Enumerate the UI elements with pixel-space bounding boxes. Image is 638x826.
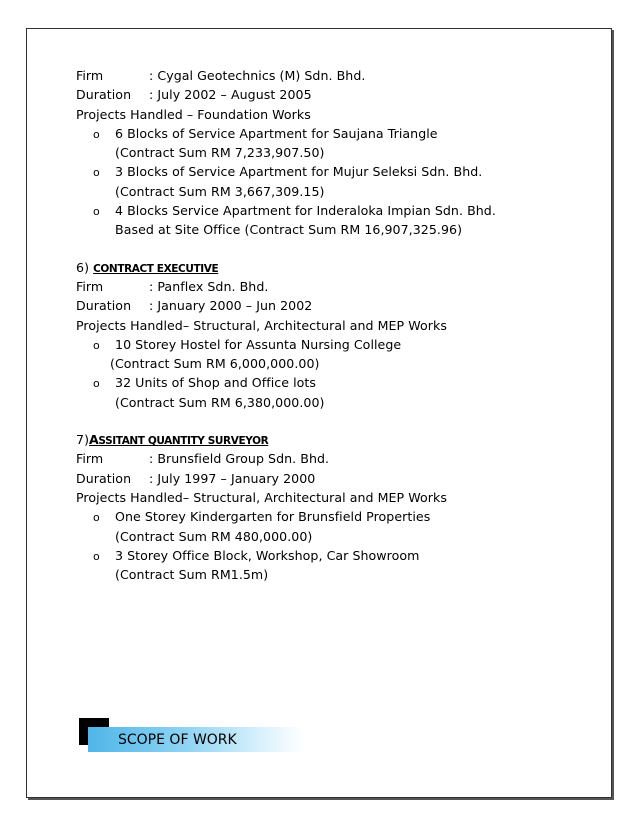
firm-value: : Brunsfield Group Sdn. Bhd.	[149, 451, 330, 467]
duration-row	[76, 85, 596, 104]
bullet-icon: o	[93, 377, 100, 391]
list-item	[76, 162, 596, 181]
firm-label: Firm	[76, 451, 104, 467]
section-title: CONTRACT EXECUTIVE	[93, 262, 219, 275]
contract-sum: (Contract Sum RM 480,000.00)	[115, 528, 313, 544]
project-name: 3 Blocks of Service Apartment for Mujur Seleksi Sdn. Bhd.	[115, 164, 483, 180]
contract-sum: (Contract Sum RM 3,667,309.15)	[115, 183, 325, 199]
contract-sum: (Contract Sum RM 6,000,000.00)	[110, 356, 320, 372]
bullet-icon: o	[93, 166, 100, 180]
contract-sum: (Contract Sum RM 6,380,000.00)	[115, 394, 325, 410]
bullet-icon: o	[93, 205, 100, 219]
section-title	[89, 432, 269, 448]
firm-row	[76, 66, 596, 85]
duration-value: : July 1997 – January 2000	[149, 470, 316, 486]
section-number: 7)	[76, 432, 90, 448]
project-name: 10 Storey Hostel for Assunta Nursing College	[115, 336, 402, 352]
duration-row	[76, 296, 596, 315]
project-name: 32 Units of Shop and Office lots	[115, 375, 317, 391]
section-title-rest: SSITANT QUANTITY SURVEYOR	[98, 435, 269, 448]
duration-label: Duration	[76, 470, 132, 486]
project-name: 4 Blocks Service Apartment for Inderaloka Impian Sdn. Bhd.	[115, 203, 496, 219]
firm-row	[76, 277, 596, 296]
duration-label: Duration	[76, 87, 132, 103]
bullet-icon: o	[93, 127, 100, 141]
contract-sum: (Contract Sum RM1.5m)	[115, 567, 269, 583]
duration-label: Duration	[76, 298, 132, 314]
firm-label: Firm	[76, 68, 104, 83]
bullet-icon: o	[93, 511, 100, 525]
duration-value: : January 2000 – Jun 2002	[149, 298, 313, 314]
footer-label: SCOPE OF WORK	[118, 732, 237, 748]
firm-row	[76, 449, 596, 468]
project-name: 6 Blocks of Service Apartment for Saujana Triangle	[115, 125, 438, 141]
section-number: 6)	[76, 259, 90, 275]
projects-handled: Projects Handled – Foundation Works	[76, 106, 311, 122]
list-item	[76, 373, 596, 392]
firm-value: : Cygal Geotechnics (M) Sdn. Bhd.	[149, 68, 366, 83]
project-name: 3 Storey Office Block, Workshop, Car Showroom	[115, 547, 420, 563]
section-heading	[76, 430, 596, 449]
resume-content	[76, 66, 596, 584]
projects-handled: Projects Handled– Structural, Architectural and MEP Works	[76, 489, 447, 505]
list-item	[76, 201, 596, 220]
bullet-icon: o	[93, 549, 100, 563]
list-item	[76, 124, 596, 143]
projects-handled: Projects Handled– Structural, Architectural and MEP Works	[76, 317, 447, 333]
list-item	[76, 507, 596, 526]
firm-value: : Panflex Sdn. Bhd.	[149, 278, 269, 294]
list-item	[76, 546, 596, 565]
project-name: One Storey Kindergarten for Brunsfield Properties	[115, 509, 431, 525]
list-item	[76, 335, 596, 354]
firm-label: Firm	[76, 278, 104, 294]
bullet-icon: o	[93, 338, 100, 352]
section-heading	[76, 258, 596, 277]
contract-sum: Based at Site Office (Contract Sum RM 16,907,325.96)	[115, 222, 463, 238]
section-title-initial: A	[89, 432, 99, 448]
duration-value: : July 2002 – August 2005	[149, 87, 312, 103]
duration-row	[76, 469, 596, 488]
contract-sum: (Contract Sum RM 7,233,907.50)	[115, 145, 325, 161]
